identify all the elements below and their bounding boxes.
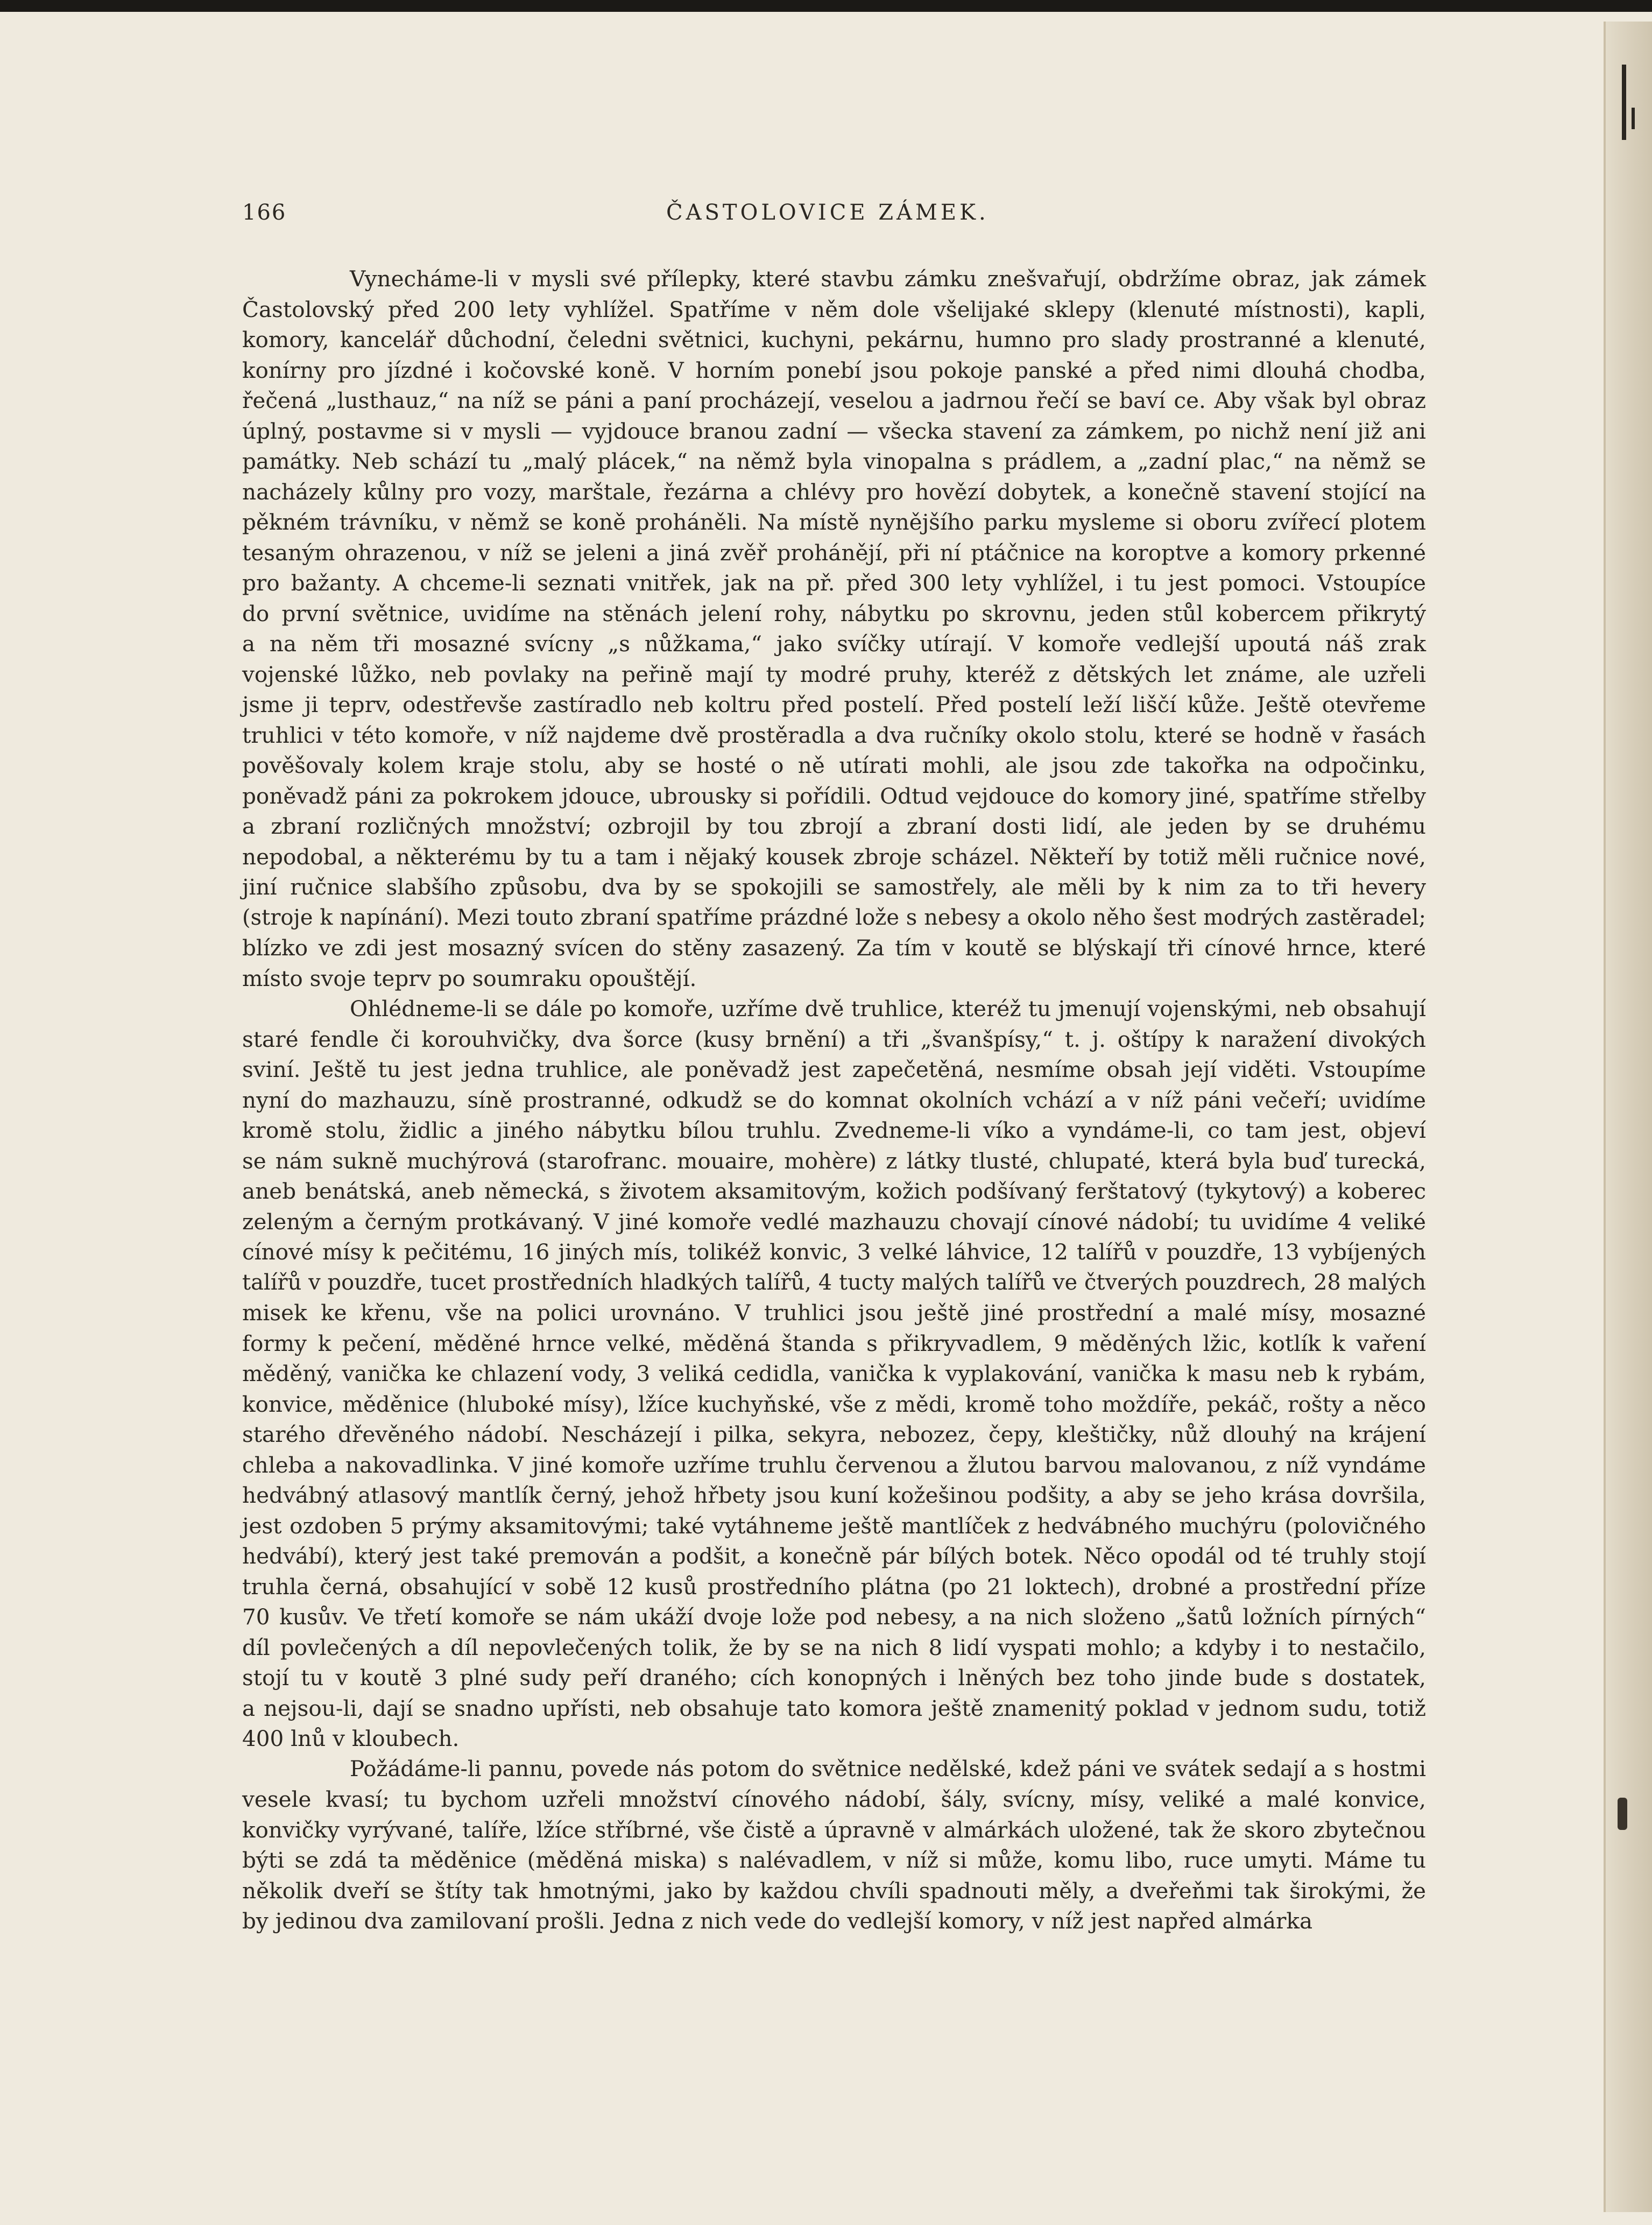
text-line: konvice, měděnice (hluboké mísy), lžíce kuchyňské, vše z mědi, kromě toho moždíře, pekáč, rošty a něco bbox=[242, 1391, 1426, 1417]
paragraph bbox=[242, 1754, 1426, 1937]
text-line: a na něm tři mosazné svícny „s nůžkama,“ jako svíčky utírají. V komoře vedlejší upoutá náš zrak bbox=[242, 631, 1426, 657]
text-line: hedvábný atlasový mantlík černý, jehož hřbety jsou kuní kožešinou podšity, a aby se jeho krása dovršila, bbox=[242, 1482, 1426, 1508]
text-line: zeleným a černým protkávaný. V jiné komoře vedlé mazhauzu chovají cínové nádobí; tu uvidíme 4 veliké bbox=[242, 1208, 1426, 1235]
text-line: 70 kusův. Ve třetí komoře se nám ukáží dvoje lože pod nebesy, a na nich složeno „šatů ložních pírných“ bbox=[242, 1604, 1426, 1630]
text-line: vesele kvasí; tu bychom uzřeli množství cínového nádobí, šály, svícny, mísy, veliké a malé konvice, bbox=[242, 1786, 1426, 1812]
text-line: několik dveří se štíty tak hmotnými, jako by každou chvíli spadnouti měly, a dveřeňmi tak širokými, že bbox=[242, 1877, 1426, 1904]
text-line: blízko ve zdi jest mosazný svícen do stěny zasazený. Za tím v koutě se blýskají tři cínové hrnce, které bbox=[242, 935, 1426, 961]
text-line: komory, kancelář důchodní, čeledni světnici, kuchyni, pekárnu, humno pro slady prostranné a klenuté, bbox=[242, 327, 1426, 353]
text-line: sviní. Ještě tu jest jedna truhlice, ale poněvadž jest zapečetěná, nesmíme obsah její viděti. Vstoupíme bbox=[242, 1057, 1426, 1082]
text-line: pro bažanty. A chceme-li seznati vnitřek, jak na př. před 300 lety vyhlížel, i tu jest pomoci. Vstoupíce bbox=[242, 570, 1426, 596]
text-line: formy k pečení, měděné hrnce velké, měděná štanda s přikryvadlem, 9 měděných lžic, kotlík k vaření bbox=[242, 1330, 1426, 1356]
text-line: měděný, vanička ke chlazení vody, 3 veliká cedidla, vanička k vyplakování, vanička k masu neb k rybám, bbox=[242, 1361, 1426, 1386]
adjacent-page-edge bbox=[1604, 22, 1652, 2212]
text-line: truhlici v této komoře, v níž najdeme dvě prostěradla a dva ručníky okolo stolu, které se hodně v řasách bbox=[242, 722, 1426, 748]
text-line: tesaným ohrazenou, v níž se jeleni a jiná zvěř prohánějí, při ní ptáčnice na koroptve a komory prkenné bbox=[242, 539, 1426, 566]
page-number: 166 bbox=[242, 200, 287, 225]
text-line: 400 lnů v kloubech. bbox=[242, 1726, 460, 1751]
text-line: talířů v pouzdře, tucet prostředních hladkých talířů, 4 tucty malých talířů ve čtverých pouzdrech, 28 malých bbox=[242, 1270, 1426, 1295]
text-line: misek ke křenu, vše na polici urovnáno. V truhlici jsou ještě jiné prostřední a malé mísy, mosazné bbox=[242, 1300, 1426, 1326]
text-line: a nejsou-li, dají se snadno upřísti, neb obsahuje tato komora ještě znamenitý poklad v jednom sudu, totiž bbox=[242, 1695, 1426, 1721]
edge-mark bbox=[1622, 65, 1626, 140]
text-line: Požádáme-li pannu, povede nás potom do světnice nedělské, kdež páni ve svátek sedají a s hostmi bbox=[350, 1756, 1426, 1782]
text-line: místo svoje teprv po soumraku opouštějí. bbox=[242, 965, 697, 991]
text-line: úplný, postavme si v mysli — vyjdouce branou zadní — všecka stavení za zámkem, po nichž není již ani bbox=[242, 418, 1426, 444]
body-text bbox=[242, 264, 1426, 1937]
text-line: jest ozdoben 5 prýmy aksamitovými; také vytáhneme ještě mantlíček z hedvábného muchýru (polovičného bbox=[242, 1512, 1426, 1539]
text-line: Ohlédneme-li se dále po komoře, uzříme dvě truhlice, kteréž tu jmenují vojenskými, neb obsahují bbox=[350, 996, 1426, 1022]
edge-mark bbox=[1632, 108, 1635, 129]
text-line: by jedinou dva zamilovaní prošli. Jedna z nich vede do vedlejší komory, v níž jest napřed almárka bbox=[242, 1908, 1313, 1934]
text-line: do první světnice, uvidíme na stěnách jelení rohy, nábytku po skrovnu, jeden stůl kobercem přikrytý bbox=[242, 600, 1426, 626]
text-line: jsme ji teprv, odestřevše zastíradlo neb koltru před postelí. Před postelí leží liščí kůže. Ještě otevřeme bbox=[242, 692, 1426, 717]
page-gutter-line bbox=[1604, 22, 1606, 2212]
scan-top-border bbox=[0, 0, 1652, 12]
running-title: ČASTOLOVICE ZÁMEK. bbox=[666, 200, 989, 225]
text-line: (stroje k napínání). Mezi touto zbraní spatříme prázdné lože s nebesy a okolo něho šest modrých zastěradel; bbox=[242, 905, 1426, 930]
paragraph bbox=[242, 994, 1426, 1754]
text-line: nacházely kůlny pro vozy, marštale, řezárna a chlévy pro hovězí dobytek, a konečně stavení stojící na bbox=[242, 478, 1426, 505]
text-line: a zbraní rozličných množství; ozbrojil by tou zbrojí a zbraní dosti lidí, ale jeden by se druhému bbox=[242, 813, 1426, 839]
edge-mark bbox=[1618, 1798, 1627, 1830]
text-line: pěkném trávníku, v němž se koně proháněli. Na místě nynějšího parku mysleme si oboru zvířecí plotem bbox=[242, 509, 1426, 535]
text-line: býti se zdá ta měděnice (měděná miska) s nalévadlem, v níž si může, komu libo, ruce umyti. Máme tu bbox=[242, 1847, 1426, 1873]
text-line: kromě stolu, židlic a jiného nábytku bílou truhlu. Zvedneme-li víko a vyndáme-li, co tam jest, objeví bbox=[242, 1117, 1426, 1143]
text-line: se nám sukně muchýrová (starofranc. mouaire, mohère) z látky tlusté, chlupaté, která byla buď turecká, bbox=[242, 1147, 1426, 1174]
text-line: truhla černá, obsahující v sobě 12 kusů prostředního plátna (po 21 loktech), drobné a prostřední příze bbox=[242, 1573, 1426, 1600]
text-line: chleba a nakovadlinka. V jiné komoře uzříme truhlu červenou a žlutou barvou malovanou, z níž vyndáme bbox=[242, 1452, 1426, 1478]
text-line: stojí tu v koutě 3 plné sudy peří draného; cích konopných i lněných bez toho jinde bude s dostatek, bbox=[242, 1665, 1426, 1691]
text-line: jiní ručnice slabšího způsobu, dva by se spokojili se samostřely, ale měli by k nim za to tři hevery bbox=[242, 874, 1426, 900]
text-line: staré fendle či korouhvičky, dva šorce (kusy brnění) a tři „švanšpísy,“ t. j. oštípy k naražení divokých bbox=[242, 1026, 1426, 1052]
text-line: díl povlečených a díl nepovlečených tolik, že by se na nich 8 lidí vyspati mohlo; a kdyby i to nestačilo, bbox=[242, 1634, 1426, 1660]
text-line: konvičky vyrývané, talíře, lžíce stříbrné, vše čistě a úpravně v almárkách uložené, tak že skoro zbytečnou bbox=[242, 1816, 1426, 1843]
text-line: řečená „lusthauz,“ na níž se páni a paní procházejí, veselou a jadrnou řečí se baví ce. Aby však byl obraz bbox=[242, 388, 1426, 413]
text-line: památky. Neb schází tu „malý plácek,“ na němž byla vinopalna s prádlem, a „zadní plac,“ na němž se bbox=[242, 448, 1426, 474]
page-header bbox=[242, 200, 1426, 233]
text-line: Častolovský před 200 lety vyhlížel. Spatříme v něm dole všelijaké sklepy (klenuté místnosti), kapli, bbox=[242, 296, 1426, 322]
text-line: nepodobal, a některému by tu a tam i nějaký kousek zbroje scházel. Někteří by totiž měli ručnice nové, bbox=[242, 843, 1426, 870]
text-line: starého dřevěného nádobí. Nescházejí i pilka, sekyra, nebozez, čepy, kleštičky, nůž dlouhý na krájení bbox=[242, 1421, 1426, 1447]
text-line: pověšovaly kolem kraje stolu, aby se hosté o ně utírati mohli, ale jsou zde takořka na odpočinku, bbox=[242, 752, 1426, 778]
text-line: vojenské lůžko, neb povlaky na peřině mají ty modré pruhy, kteréž z dětských let známe, ale uzřeli bbox=[242, 661, 1426, 687]
paragraph bbox=[242, 264, 1426, 994]
text-line: Vynecháme-li v mysli své přílepky, které stavbu zámku znešvařují, obdržíme obraz, jak zámek bbox=[350, 266, 1426, 292]
text-line: nyní do mazhauzu, síně prostranné, odkudž se do komnat okolních vchází a v níž páni večeří; uvidíme bbox=[242, 1087, 1426, 1113]
text-line: cínové mísy k pečitému, 16 jiných mís, tolikéž konvic, 3 velké láhvice, 12 talířů v pouzdře, 13 vybíjených bbox=[242, 1239, 1426, 1265]
text-line: aneb benátská, aneb německá, s životem aksamitovým, kožich podšívaný ferštatový (tykytový) a koberec bbox=[242, 1178, 1426, 1204]
text-line: konírny pro jízdné i kočovské koně. V horním ponebí jsou pokoje panské a před nimi dlouhá chodba, bbox=[242, 357, 1426, 383]
text-line: poněvadž páni za pokrokem jdouce, ubrousky si pořídili. Odtud vejdouce do komory jiné, spatříme střelby bbox=[242, 783, 1426, 809]
text-line: hedvábí), který jest také premován a podšit, a konečně pár bílých botek. Něco opodál od té truhly stojí bbox=[242, 1543, 1426, 1569]
